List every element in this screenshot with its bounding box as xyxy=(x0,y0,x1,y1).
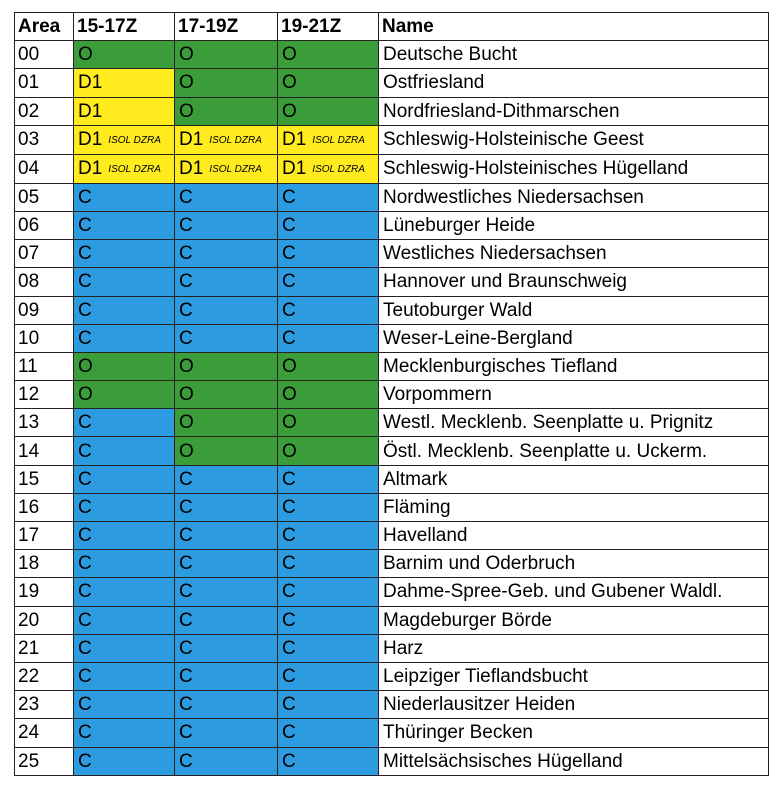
period-2-cell xyxy=(175,352,278,380)
condition-code: O xyxy=(179,44,194,66)
area-name-cell: Mittelsächsisches Hügelland xyxy=(379,747,769,775)
condition-code: C xyxy=(179,553,193,575)
period-3-cell xyxy=(278,97,379,125)
table-row xyxy=(15,550,769,578)
condition-code: O xyxy=(282,440,297,462)
area-name-cell: Fläming xyxy=(379,493,769,521)
period-1-cell xyxy=(74,352,175,380)
period-3-cell xyxy=(278,550,379,578)
period-3-cell xyxy=(278,324,379,352)
area-name-cell: Leipziger Tieflandsbucht xyxy=(379,662,769,690)
condition-code: C xyxy=(78,553,92,575)
condition-code: C xyxy=(179,637,193,659)
area-name-cell: Magdeburger Börde xyxy=(379,606,769,634)
area-cell: 09 xyxy=(15,296,74,324)
forecast-table xyxy=(14,12,769,776)
area-cell: 07 xyxy=(15,240,74,268)
table-row xyxy=(15,662,769,690)
period-1-cell xyxy=(74,324,175,352)
condition-code: C xyxy=(78,496,92,518)
area-name-cell: Westliches Niedersachsen xyxy=(379,240,769,268)
area-cell: 24 xyxy=(15,719,74,747)
area-cell: 13 xyxy=(15,409,74,437)
period-3-cell xyxy=(278,437,379,465)
period-3-cell xyxy=(278,183,379,211)
period-1-cell xyxy=(74,747,175,775)
condition-code: D1 xyxy=(78,100,103,122)
condition-code: C xyxy=(282,243,296,265)
period-1-cell xyxy=(74,381,175,409)
condition-code: D1 xyxy=(78,157,103,179)
condition-code: O xyxy=(282,100,297,122)
area-cell: 21 xyxy=(15,634,74,662)
table-row xyxy=(15,606,769,634)
period-3-cell xyxy=(278,662,379,690)
condition-code: C xyxy=(179,327,193,349)
period-1-cell xyxy=(74,69,175,97)
condition-code: C xyxy=(179,299,193,321)
condition-code: C xyxy=(78,694,92,716)
period-2-cell xyxy=(175,437,278,465)
period-3-cell xyxy=(278,211,379,239)
period-1-cell xyxy=(74,606,175,634)
period-3-cell xyxy=(278,352,379,380)
condition-code: C xyxy=(78,243,92,265)
area-name-cell: Thüringer Becken xyxy=(379,719,769,747)
period-3-cell xyxy=(278,522,379,550)
area-cell: 02 xyxy=(15,97,74,125)
table-row xyxy=(15,125,769,154)
area-name-cell: Westl. Mecklenb. Seenplatte u. Prignitz xyxy=(379,409,769,437)
condition-code: O xyxy=(282,355,297,377)
period-2-cell xyxy=(175,183,278,211)
condition-code: C xyxy=(78,412,92,434)
condition-code: O xyxy=(282,44,297,66)
period-1-cell xyxy=(74,719,175,747)
area-name-cell: Niederlausitzer Heiden xyxy=(379,691,769,719)
period-3-cell xyxy=(278,409,379,437)
area-name-cell: Teutoburger Wald xyxy=(379,296,769,324)
condition-code: C xyxy=(179,694,193,716)
period-2-cell xyxy=(175,662,278,690)
condition-code: C xyxy=(282,271,296,293)
period-3-cell xyxy=(278,154,379,183)
period-2-cell xyxy=(175,409,278,437)
table-row xyxy=(15,578,769,606)
period-2-cell xyxy=(175,578,278,606)
condition-code: C xyxy=(179,215,193,237)
condition-code: C xyxy=(179,496,193,518)
condition-note: ISOL DZRA xyxy=(108,163,161,175)
table-row xyxy=(15,634,769,662)
condition-code: D1 xyxy=(282,157,307,179)
header-period-2: 17-19Z xyxy=(175,13,278,41)
period-2-cell xyxy=(175,324,278,352)
area-name-cell: Mecklenburgisches Tiefland xyxy=(379,352,769,380)
area-cell: 10 xyxy=(15,324,74,352)
condition-code: C xyxy=(282,609,296,631)
condition-code: C xyxy=(179,609,193,631)
table-row xyxy=(15,522,769,550)
condition-code: C xyxy=(179,581,193,603)
condition-code: O xyxy=(179,72,194,94)
period-3-cell xyxy=(278,268,379,296)
area-name-cell: Altmark xyxy=(379,465,769,493)
condition-code: C xyxy=(282,581,296,603)
table-row xyxy=(15,352,769,380)
table-row xyxy=(15,324,769,352)
period-2-cell xyxy=(175,240,278,268)
table-row xyxy=(15,691,769,719)
period-3-cell xyxy=(278,719,379,747)
condition-note: ISOL DZRA xyxy=(209,134,262,146)
table-row xyxy=(15,183,769,211)
table-row xyxy=(15,747,769,775)
period-2-cell xyxy=(175,296,278,324)
period-3-cell xyxy=(278,634,379,662)
area-cell: 20 xyxy=(15,606,74,634)
condition-code: O xyxy=(282,412,297,434)
area-name-cell: Dahme-Spree-Geb. und Gubener Waldl. xyxy=(379,578,769,606)
area-name-cell: Nordwestliches Niedersachsen xyxy=(379,183,769,211)
area-cell: 23 xyxy=(15,691,74,719)
condition-code: O xyxy=(78,355,93,377)
period-1-cell xyxy=(74,493,175,521)
condition-code: C xyxy=(282,666,296,688)
period-3-cell xyxy=(278,125,379,154)
condition-code: C xyxy=(282,637,296,659)
area-cell: 22 xyxy=(15,662,74,690)
area-cell: 12 xyxy=(15,381,74,409)
condition-code: O xyxy=(78,384,93,406)
condition-code: C xyxy=(179,186,193,208)
period-2-cell xyxy=(175,211,278,239)
condition-code: D1 xyxy=(78,128,103,150)
period-1-cell xyxy=(74,268,175,296)
area-cell: 14 xyxy=(15,437,74,465)
condition-note: ISOL DZRA xyxy=(312,134,365,146)
condition-code: C xyxy=(78,215,92,237)
area-name-cell: Deutsche Bucht xyxy=(379,41,769,69)
period-3-cell xyxy=(278,240,379,268)
area-cell: 18 xyxy=(15,550,74,578)
condition-code: O xyxy=(179,440,194,462)
area-cell: 16 xyxy=(15,493,74,521)
condition-code: D1 xyxy=(179,157,204,179)
table-row xyxy=(15,97,769,125)
area-name-cell: Lüneburger Heide xyxy=(379,211,769,239)
condition-code: C xyxy=(78,666,92,688)
table-row xyxy=(15,154,769,183)
condition-code: C xyxy=(78,722,92,744)
period-2-cell xyxy=(175,522,278,550)
condition-code: O xyxy=(282,384,297,406)
area-cell: 04 xyxy=(15,154,74,183)
period-1-cell xyxy=(74,662,175,690)
period-1-cell xyxy=(74,41,175,69)
period-1-cell xyxy=(74,211,175,239)
condition-code: C xyxy=(78,468,92,490)
area-cell: 11 xyxy=(15,352,74,380)
condition-note: ISOL DZRA xyxy=(312,163,365,175)
period-2-cell xyxy=(175,41,278,69)
condition-code: C xyxy=(179,243,193,265)
area-name-cell: Havelland xyxy=(379,522,769,550)
table-row xyxy=(15,211,769,239)
condition-code: C xyxy=(282,327,296,349)
area-name-cell: Schleswig-Holsteinisches Hügelland xyxy=(379,154,769,183)
period-3-cell xyxy=(278,381,379,409)
area-name-cell: Schleswig-Holsteinische Geest xyxy=(379,125,769,154)
period-2-cell xyxy=(175,125,278,154)
table-row xyxy=(15,465,769,493)
condition-code: O xyxy=(179,384,194,406)
period-1-cell xyxy=(74,437,175,465)
table-body xyxy=(15,41,769,776)
period-1-cell xyxy=(74,125,175,154)
table-row xyxy=(15,437,769,465)
period-1-cell xyxy=(74,578,175,606)
table-row xyxy=(15,240,769,268)
condition-code: C xyxy=(179,468,193,490)
area-cell: 08 xyxy=(15,268,74,296)
table-row xyxy=(15,719,769,747)
table-row xyxy=(15,409,769,437)
area-name-cell: Weser-Leine-Bergland xyxy=(379,324,769,352)
condition-note: ISOL DZRA xyxy=(108,134,161,146)
period-2-cell xyxy=(175,719,278,747)
period-3-cell xyxy=(278,747,379,775)
area-name-cell: Harz xyxy=(379,634,769,662)
condition-code: D1 xyxy=(282,128,307,150)
period-1-cell xyxy=(74,409,175,437)
period-2-cell xyxy=(175,747,278,775)
condition-code: O xyxy=(282,72,297,94)
period-1-cell xyxy=(74,634,175,662)
header-row xyxy=(15,13,769,41)
condition-code: C xyxy=(179,722,193,744)
table-row xyxy=(15,41,769,69)
condition-code: D1 xyxy=(179,128,204,150)
condition-code: C xyxy=(282,750,296,772)
area-cell: 15 xyxy=(15,465,74,493)
period-2-cell xyxy=(175,69,278,97)
condition-code: O xyxy=(179,355,194,377)
period-2-cell xyxy=(175,465,278,493)
area-cell: 00 xyxy=(15,41,74,69)
area-name-cell: Barnim und Oderbruch xyxy=(379,550,769,578)
area-cell: 01 xyxy=(15,69,74,97)
table-row xyxy=(15,268,769,296)
period-2-cell xyxy=(175,381,278,409)
table-row xyxy=(15,493,769,521)
period-3-cell xyxy=(278,606,379,634)
area-name-cell: Hannover und Braunschweig xyxy=(379,268,769,296)
area-cell: 05 xyxy=(15,183,74,211)
condition-code: O xyxy=(179,412,194,434)
table-row xyxy=(15,381,769,409)
period-1-cell xyxy=(74,240,175,268)
condition-code: C xyxy=(282,215,296,237)
condition-note: ISOL DZRA xyxy=(209,163,262,175)
condition-code: C xyxy=(282,525,296,547)
area-cell: 25 xyxy=(15,747,74,775)
period-1-cell xyxy=(74,154,175,183)
header-period-1: 15-17Z xyxy=(74,13,175,41)
condition-code: C xyxy=(179,666,193,688)
condition-code: C xyxy=(282,694,296,716)
period-2-cell xyxy=(175,691,278,719)
area-cell: 17 xyxy=(15,522,74,550)
condition-code: C xyxy=(78,186,92,208)
area-name-cell: Ostfriesland xyxy=(379,69,769,97)
area-name-cell: Östl. Mecklenb. Seenplatte u. Uckerm. xyxy=(379,437,769,465)
period-3-cell xyxy=(278,578,379,606)
header-period-3: 19-21Z xyxy=(278,13,379,41)
condition-code: C xyxy=(282,722,296,744)
period-1-cell xyxy=(74,465,175,493)
table-row xyxy=(15,296,769,324)
header-area: Area xyxy=(15,13,74,41)
period-2-cell xyxy=(175,154,278,183)
period-3-cell xyxy=(278,296,379,324)
area-cell: 19 xyxy=(15,578,74,606)
table-row xyxy=(15,69,769,97)
condition-code: C xyxy=(78,327,92,349)
condition-code: C xyxy=(282,496,296,518)
condition-code: C xyxy=(282,299,296,321)
condition-code: C xyxy=(78,609,92,631)
condition-code: O xyxy=(179,100,194,122)
condition-code: C xyxy=(282,186,296,208)
condition-code: C xyxy=(78,750,92,772)
period-3-cell xyxy=(278,493,379,521)
condition-code: O xyxy=(78,44,93,66)
area-cell: 03 xyxy=(15,125,74,154)
condition-code: C xyxy=(179,525,193,547)
period-3-cell xyxy=(278,465,379,493)
header-name: Name xyxy=(379,13,769,41)
condition-code: C xyxy=(282,553,296,575)
condition-code: C xyxy=(78,440,92,462)
condition-code: D1 xyxy=(78,72,103,94)
area-name-cell: Nordfriesland-Dithmarschen xyxy=(379,97,769,125)
period-2-cell xyxy=(175,493,278,521)
period-1-cell xyxy=(74,522,175,550)
condition-code: C xyxy=(179,750,193,772)
period-1-cell xyxy=(74,97,175,125)
period-2-cell xyxy=(175,550,278,578)
area-cell: 06 xyxy=(15,211,74,239)
period-1-cell xyxy=(74,550,175,578)
period-2-cell xyxy=(175,606,278,634)
period-1-cell xyxy=(74,183,175,211)
condition-code: C xyxy=(78,271,92,293)
condition-code: C xyxy=(78,581,92,603)
area-name-cell: Vorpommern xyxy=(379,381,769,409)
condition-code: C xyxy=(78,299,92,321)
condition-code: C xyxy=(78,525,92,547)
condition-code: C xyxy=(179,271,193,293)
period-2-cell xyxy=(175,268,278,296)
condition-code: C xyxy=(282,468,296,490)
period-1-cell xyxy=(74,296,175,324)
period-1-cell xyxy=(74,691,175,719)
period-3-cell xyxy=(278,691,379,719)
period-2-cell xyxy=(175,634,278,662)
period-3-cell xyxy=(278,41,379,69)
period-2-cell xyxy=(175,97,278,125)
period-3-cell xyxy=(278,69,379,97)
condition-code: C xyxy=(78,637,92,659)
